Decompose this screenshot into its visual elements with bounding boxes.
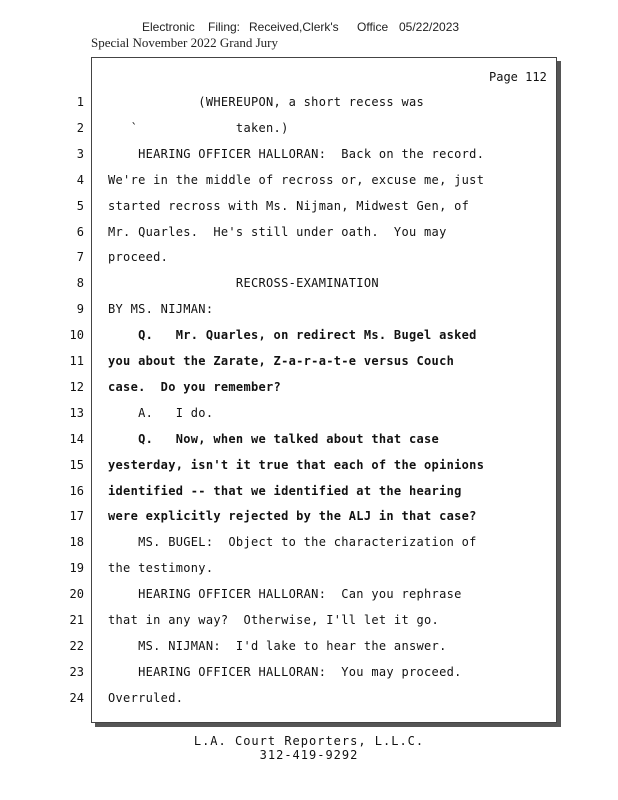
line-text: MS. BUGEL: Object to the characterization of	[108, 535, 477, 549]
line-text: (WHEREUPON, a short recess was	[108, 95, 425, 109]
line-number: 3	[76, 147, 84, 161]
footer	[0, 734, 618, 762]
line-number: 1	[76, 95, 84, 109]
line-number: 9	[76, 302, 84, 316]
line-number: 4	[76, 173, 84, 187]
line-number: 12	[69, 380, 84, 394]
line-number: 6	[76, 225, 84, 239]
line-number: 10	[69, 328, 84, 342]
line-number: 15	[69, 458, 84, 472]
footer-company: L.A. Court Reporters, L.L.C.	[193, 734, 425, 748]
filing-date: 05/22/2023	[399, 20, 460, 34]
line-text: HEARING OFFICER HALLORAN: You may proceed.	[108, 665, 462, 679]
filing-electronic: Electronic	[142, 20, 195, 34]
line-number: 19	[69, 561, 84, 575]
line-number: 11	[69, 354, 84, 368]
line-number: 16	[69, 484, 84, 498]
line-text: proceed.	[108, 250, 169, 264]
line-number: 2	[76, 121, 84, 135]
line-number: 18	[69, 535, 84, 549]
line-text: case. Do you remember?	[108, 380, 282, 394]
filing-office: Office	[357, 20, 389, 34]
line-number: 22	[69, 639, 84, 653]
footer-phone: 312-419-9292	[259, 748, 359, 762]
line-text: We're in the middle of recross or, excuse me, just	[108, 173, 485, 187]
filing-received: Received,Clerk's	[249, 20, 339, 34]
line-number: 8	[76, 276, 84, 290]
line-number: 14	[69, 432, 84, 446]
line-number: 5	[76, 199, 84, 213]
line-text: Q. Now, when we talked about that case	[108, 432, 440, 446]
line-text: the testimony.	[108, 561, 214, 575]
line-text: A. I do.	[108, 406, 214, 420]
filing-label: Filing:	[208, 20, 241, 34]
line-text: HEARING OFFICER HALLORAN: Can you rephrase	[108, 587, 462, 601]
line-number: 20	[69, 587, 84, 601]
line-text: Overruled.	[108, 691, 184, 705]
page-number: Page 112	[489, 70, 547, 84]
line-number: 7	[76, 250, 84, 264]
line-number: 13	[69, 406, 84, 420]
line-text: MS. NIJMAN: I'd lake to hear the answer.	[108, 639, 447, 653]
line-text: RECROSS-EXAMINATION	[108, 276, 379, 290]
line-text: ` taken.)	[108, 121, 289, 135]
line-text: BY MS. NIJMAN:	[108, 302, 214, 316]
line-text: Mr. Quarles. He's still under oath. You may	[108, 225, 447, 239]
line-text: HEARING OFFICER HALLORAN: Back on the record.	[108, 147, 485, 161]
line-number: 23	[69, 665, 84, 679]
line-text: you about the Zarate, Z-a-r-a-t-e versus Couch	[108, 354, 455, 368]
line-text: identified -- that we identified at the hearing	[108, 484, 462, 498]
line-text: were explicitly rejected by the ALJ in that case?	[108, 509, 477, 523]
line-text: started recross with Ms. Nijman, Midwest Gen, of	[108, 199, 470, 213]
line-text: Q. Mr. Quarles, on redirect Ms. Bugel asked	[108, 328, 477, 342]
line-number: 17	[69, 509, 84, 523]
line-text: yesterday, isn't it true that each of the opinions	[108, 458, 485, 472]
line-number: 21	[69, 613, 84, 627]
grand-jury-header: Special November 2022 Grand Jury	[91, 35, 279, 50]
line-text: that in any way? Otherwise, I'll let it go.	[108, 613, 440, 627]
line-number: 24	[69, 691, 84, 705]
